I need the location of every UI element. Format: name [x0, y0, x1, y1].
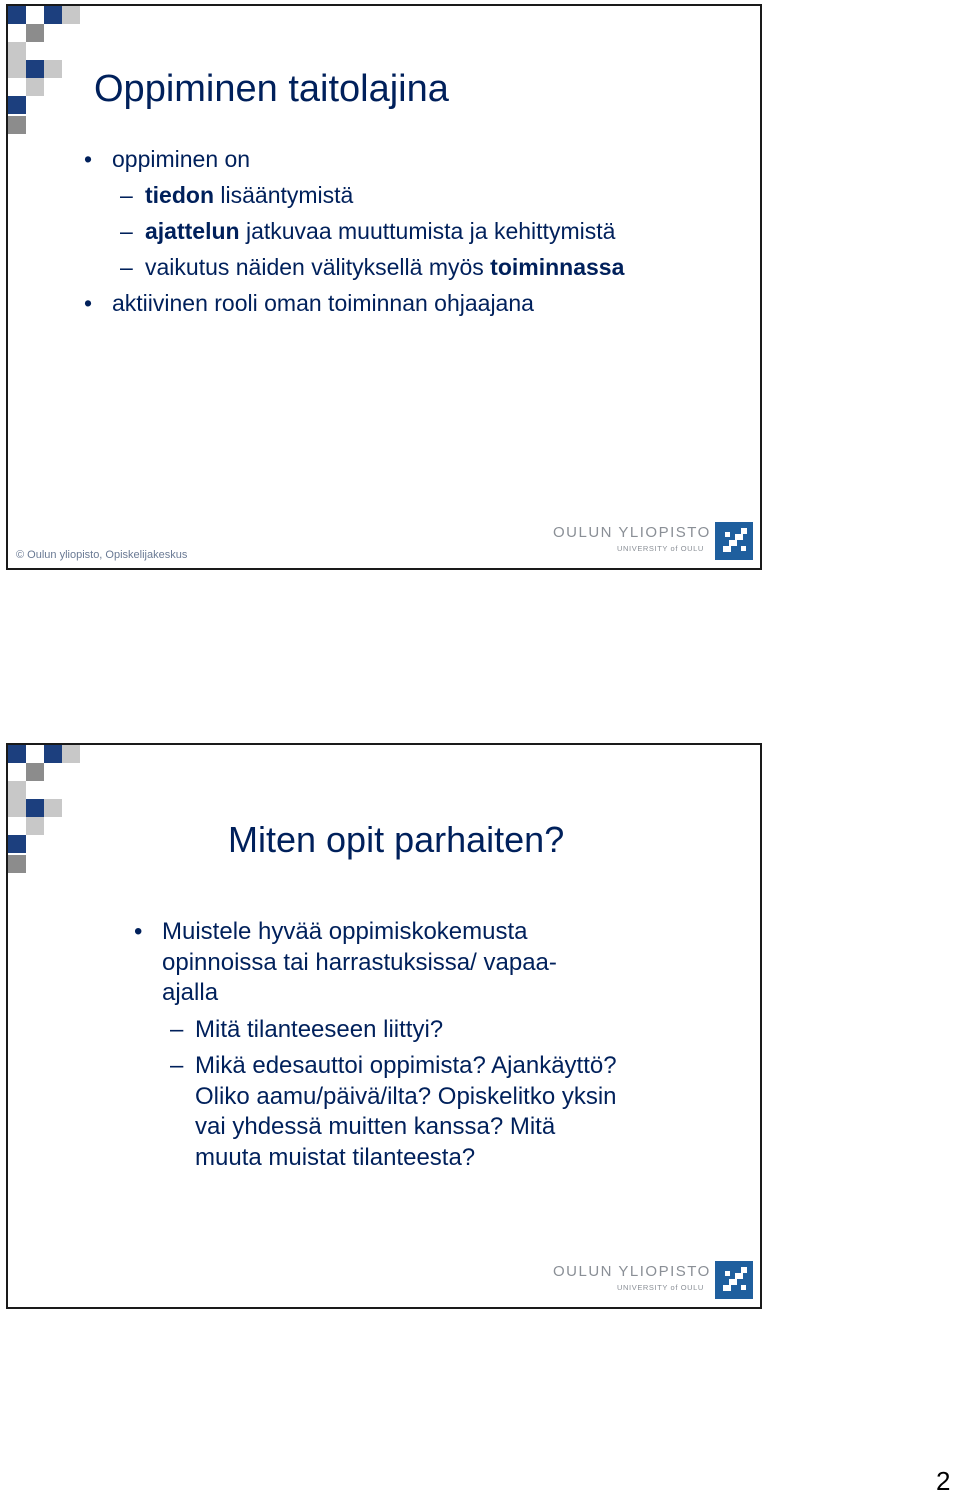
dash-marker: –	[120, 182, 133, 208]
sub-item	[84, 216, 744, 246]
sub-item	[134, 1015, 734, 1046]
sub-item	[134, 1051, 734, 1173]
copyright-footer: © Oulun yliopisto, Opiskelijakeskus	[16, 549, 188, 561]
corner-squares-decoration	[8, 6, 86, 146]
sub-item	[84, 180, 744, 210]
sub-item-text: Mikä edesauttoi oppimista? Ajankäyttö? Oliko aamu/päivä/ilta? Opiskelitko yksin vai yhdessä muitten kanssa? Mitä muuta muistat tilanteesta?	[195, 1052, 617, 1171]
bullet-text: Muistele hyvää oppimiskokemusta opinnoissa tai harrastuksissa/ vapaa-ajalla	[162, 918, 557, 1006]
logo-name: OULUN YLIOPISTO	[553, 524, 711, 541]
dash-marker: –	[170, 1052, 184, 1079]
sub-item-bold: ajattelun	[145, 218, 240, 244]
bullet-item	[84, 144, 744, 174]
page-number: 2	[936, 1466, 951, 1496]
dash-marker: –	[170, 1015, 184, 1043]
bullet-marker: •	[134, 918, 143, 945]
university-emblem-icon	[715, 1261, 753, 1299]
logo-subtitle: UNIVERSITY of OULU	[617, 1283, 704, 1292]
logo-name: OULUN YLIOPISTO	[553, 1263, 711, 1280]
sub-item-bold: tiedon	[145, 182, 214, 208]
bullet-text: oppiminen on	[112, 146, 251, 172]
slide-1	[6, 4, 762, 570]
bullet-text: aktiivinen rooli oman toiminnan ohjaajana	[112, 290, 534, 316]
slide-title: Oppiminen taitolajina	[94, 68, 449, 110]
bullet-marker: •	[84, 146, 93, 172]
sub-item-text: Mitä tilanteeseen liittyi?	[195, 1015, 444, 1043]
sub-item	[84, 252, 744, 282]
university-logo	[553, 522, 758, 564]
logo-subtitle: UNIVERSITY of OULU	[617, 544, 704, 553]
bullet-item	[84, 288, 744, 318]
university-emblem-icon	[715, 522, 753, 560]
dash-marker: –	[120, 218, 133, 244]
slide-body	[84, 144, 744, 324]
slide-2	[6, 743, 762, 1309]
dash-marker: –	[120, 254, 133, 280]
sub-item-text: jatkuvaa muuttumista ja kehittymistä	[239, 218, 616, 244]
bullet-marker: •	[84, 290, 93, 316]
sub-item-text: vaikutus näiden välityksellä myös	[145, 254, 491, 280]
sub-item-bold: toiminnassa	[490, 254, 625, 280]
bullet-item	[134, 917, 734, 1009]
slide-title: Miten opit parhaiten?	[228, 819, 565, 860]
university-logo	[553, 1261, 758, 1303]
slide-body	[134, 917, 734, 1179]
corner-squares-decoration	[8, 745, 86, 885]
sub-item-text: lisääntymistä	[214, 182, 354, 208]
